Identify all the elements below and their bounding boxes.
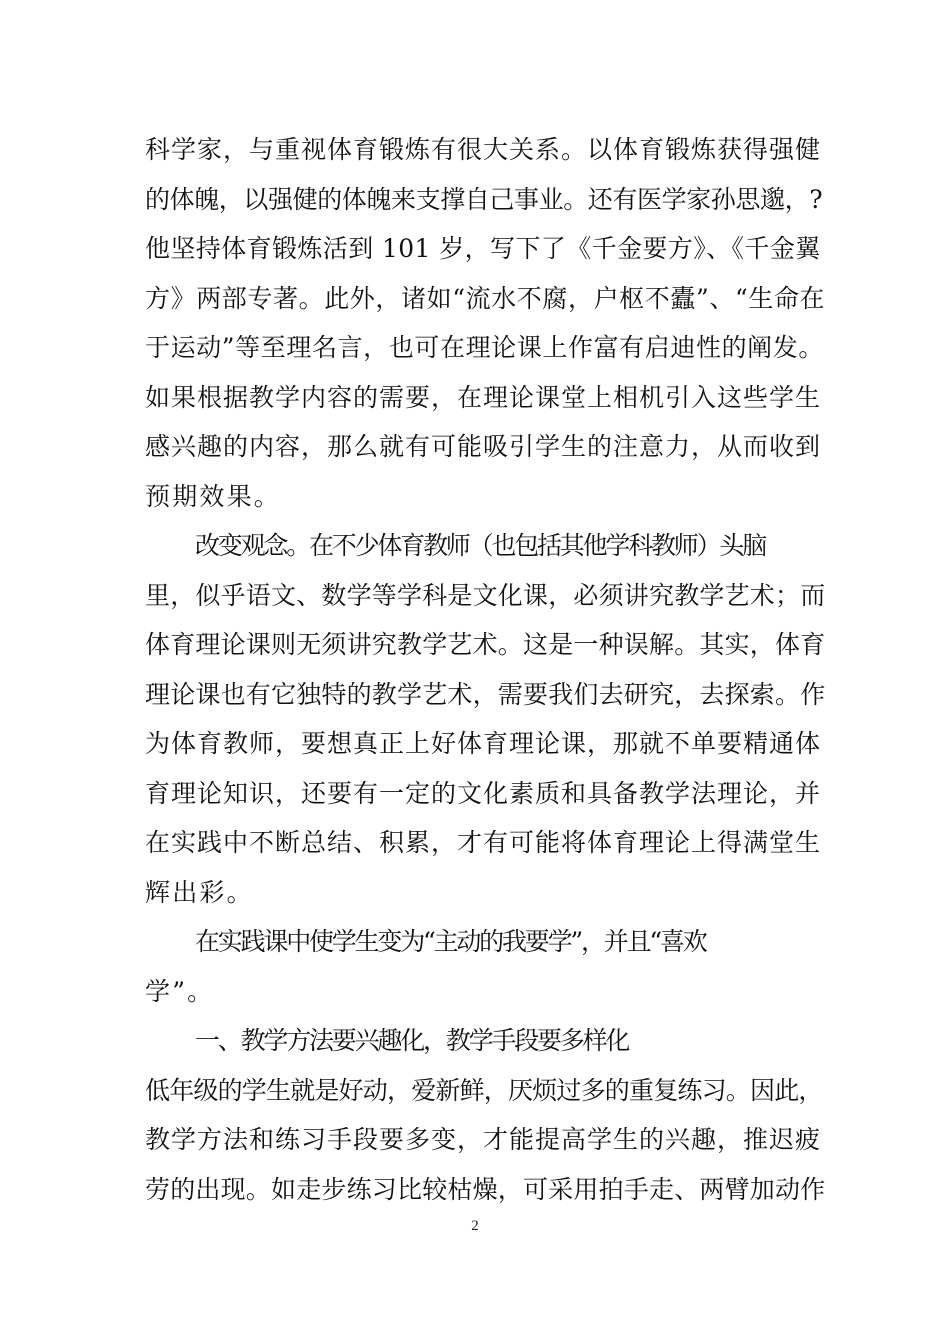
text-line: 预期效果。 (145, 482, 282, 511)
text-line: 为体育教师，要想真正上好体育理论课，那就不单要精通体 (145, 729, 822, 758)
text-line: 教学方法和练习手段要多变，才能提高学生的兴趣，推迟疲 (145, 1125, 822, 1154)
text-line: 体育理论课则无须讲究教学艺术。这是一种误解。其实，体育 (145, 630, 826, 659)
text-line: 于运动”等至理名言，也可在理论课上作富有启迪性的阐发。 (145, 333, 824, 362)
text-line: 理论课也有它独特的教学艺术，需要我们去研究，去探索。作 (145, 680, 826, 709)
text-line: 方》两部专著。此外，诸如“流水不腐，户枢不蠹”、“生命在 (145, 284, 826, 313)
text-line: 育理论知识，还要有一定的文化素质和具备教学法理论，并 (145, 779, 822, 808)
paragraph-start-line: 改变观念。在不少体育教师（也包括其他学科教师）头脑 (195, 531, 766, 560)
section-heading: 一、教学方法要兴趣化，教学手段要多样化 (195, 1026, 629, 1055)
text-line: 的体魄，以强健的体魄来支撑自己事业。还有医学家孙思邈，? (145, 185, 823, 214)
text-line: 感兴趣的内容，那么就有可能吸引学生的注意力，从而收到 (145, 432, 822, 461)
text-line: 如果根据教学内容的需要，在理论课堂上相机引入这些学生 (145, 383, 822, 412)
text-line: 学”。 (145, 977, 215, 1006)
text-line: 劳的出现。如走步练习比较枯燥，可采用拍手走、两臂加动作 (145, 1175, 826, 1204)
text-line: 里，似乎语文、数学等学科是文化课，必须讲究教学艺术；而 (145, 581, 826, 610)
text-line: 他坚持体育锻炼活到 101 岁，写下了《千金要方》、《千金翼 (145, 234, 821, 263)
page-number: 2 (471, 1218, 479, 1234)
text-line: 低年级的学生就是好动，爱新鲜，厌烦过多的重复练习。因此， (145, 1076, 823, 1105)
text-line: 在实践中不断总结、积累，才有可能将体育理论上得满堂生 (145, 828, 822, 857)
text-line: 辉出彩。 (145, 878, 254, 907)
text-line: 科学家，与重视体育锻炼有很大关系。以体育锻炼获得强健 (145, 135, 822, 164)
paragraph-start-line: 在实践课中使学生变为“主动的我要学”，并且“喜欢 (195, 927, 706, 956)
